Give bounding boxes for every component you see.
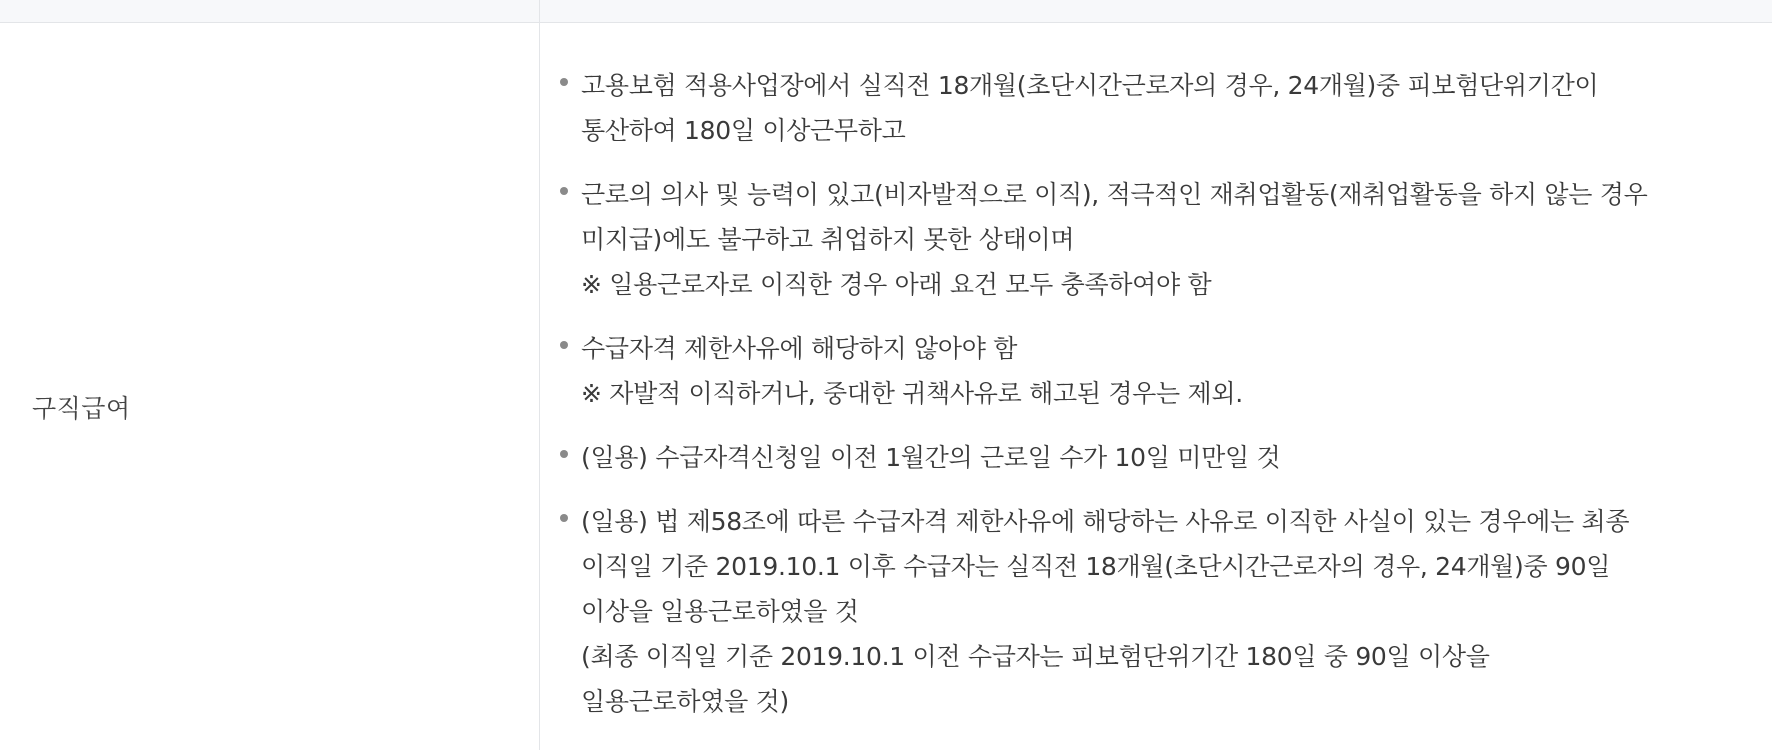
list-item-note: ※ 자발적 이직하거나, 중대한 귀책사유로 해고된 경우는 제외. [581, 379, 1243, 408]
list-item-text: 수급자격 제한사유에 해당하지 않아야 함 [581, 334, 1018, 363]
list-item-text: (일용) 수급자격신청일 이전 1월간의 근로일 수가 10일 미만일 것 [581, 443, 1281, 472]
list-item-text: 일용근로하였을 것) [581, 687, 789, 716]
list-item [557, 63, 1762, 153]
list-item [557, 172, 1762, 307]
list-item-text: 이상을 일용근로하였을 것 [581, 597, 859, 626]
list-item-text: 근로의 의사 및 능력이 있고(비자발적으로 이직), 적극적인 재취업활동(재취업활동을 하지 않는 경우 [581, 180, 1648, 209]
bullet-icon [560, 187, 568, 195]
list-item-text: 미지급)에도 불구하고 취업하지 못한 상태이며 [581, 225, 1075, 254]
row-label-job-seeking-allowance: 구직급여 [32, 394, 131, 423]
list-item-text: 고용보험 적용사업장에서 실직전 18개월(초단시간근로자의 경우, 24개월)중 피보험단위기간이 [581, 71, 1599, 100]
list-item-text: 통산하여 180일 이상근무하고 [581, 116, 906, 145]
bullet-icon [560, 341, 568, 349]
list-item [557, 435, 1762, 480]
eligibility-list [557, 63, 1762, 743]
column-divider [539, 0, 540, 750]
list-item-note: ※ 일용근로자로 이직한 경우 아래 요건 모두 충족하여야 함 [581, 270, 1212, 299]
list-item [557, 499, 1762, 724]
list-item-text: (일용) 법 제58조에 따른 수급자격 제한사유에 해당하는 사유로 이직한 사실이 있는 경우에는 최종 [581, 507, 1630, 536]
list-item [557, 326, 1762, 416]
bullet-icon [560, 78, 568, 86]
list-item-text: (최종 이직일 기준 2019.10.1 이전 수급자는 피보험단위기간 180일 중 90일 이상을 [581, 642, 1490, 671]
table-header-band [0, 0, 1772, 23]
bullet-icon [560, 514, 568, 522]
list-item-text: 이직일 기준 2019.10.1 이후 수급자는 실직전 18개월(초단시간근로자의 경우, 24개월)중 90일 [581, 552, 1611, 581]
bullet-icon [560, 450, 568, 458]
